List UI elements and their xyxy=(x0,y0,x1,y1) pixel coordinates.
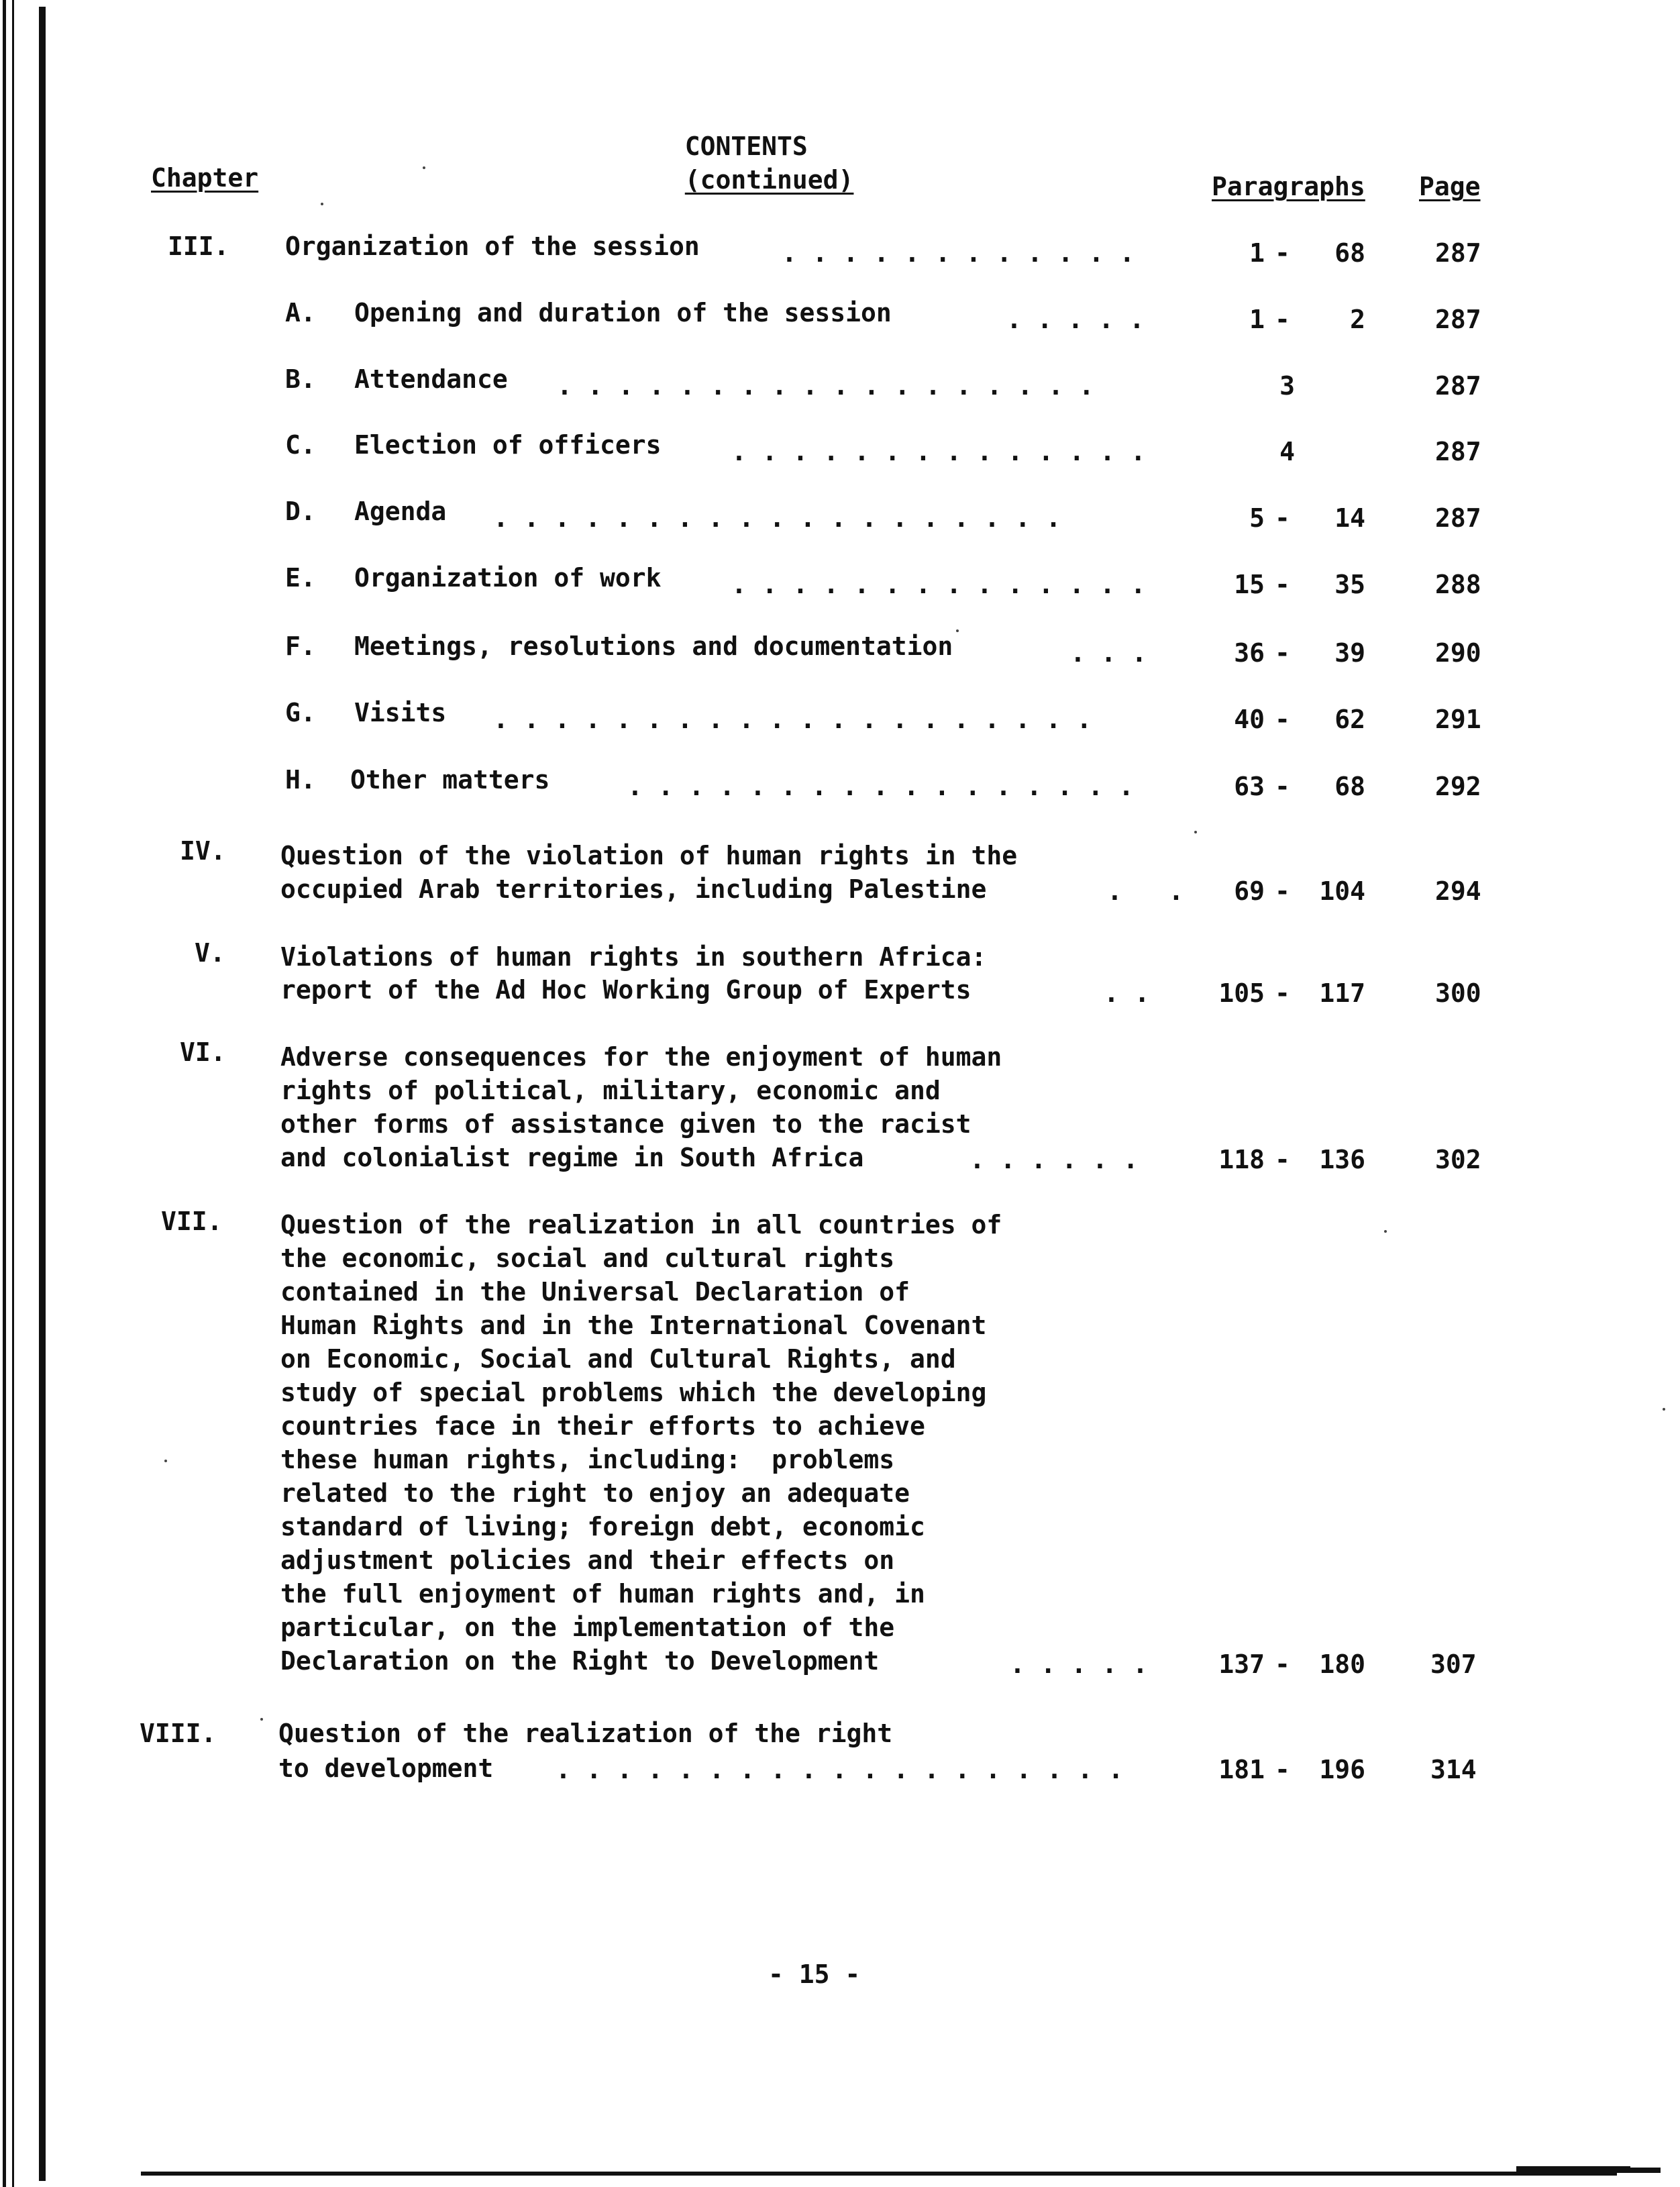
page-number: 287 xyxy=(1435,305,1481,334)
page-number: 307 xyxy=(1430,1649,1477,1679)
chapter-number: V. xyxy=(195,938,225,968)
paragraph-from: 36 xyxy=(1234,638,1265,668)
scan-speck xyxy=(260,1718,263,1721)
entry-title-line: occupied Arab territories, including Palestine xyxy=(280,874,987,904)
chapter-number: VIII. xyxy=(140,1719,217,1748)
paragraph-to: 136 xyxy=(1319,1145,1365,1174)
dot-leader: . . . . . . . . . . . . . . . . . . xyxy=(557,371,1094,401)
scan-speck xyxy=(956,629,959,632)
paragraph-from: 1 xyxy=(1249,238,1265,268)
entry-title: Visits xyxy=(354,698,447,727)
entry-title-line: rights of political, military, economic and xyxy=(280,1076,941,1105)
entry-title: Opening and duration of the session xyxy=(354,298,892,327)
page-number: 287 xyxy=(1435,437,1481,466)
section-letter: C. xyxy=(285,430,316,460)
scan-speck xyxy=(423,166,425,169)
paragraph-dash: - xyxy=(1275,876,1290,906)
page-number: 300 xyxy=(1435,978,1481,1008)
entry-title: Election of officers xyxy=(354,430,662,460)
chapter-number: VII. xyxy=(161,1207,223,1236)
page-number: 302 xyxy=(1435,1145,1481,1174)
entry-title-line: adjustment policies and their effects on xyxy=(280,1545,895,1575)
paragraph-to: 117 xyxy=(1319,978,1365,1008)
paragraph-to: 2 xyxy=(1350,305,1365,334)
paragraph-dash: - xyxy=(1275,503,1290,533)
entry-title-line: study of special problems which the developing xyxy=(280,1378,987,1407)
paragraph-dash: - xyxy=(1275,705,1290,734)
entry-title-line: contained in the Universal Declaration of xyxy=(280,1277,910,1307)
dot-leader: . . . . . . . . . . . . . . . . . . . . xyxy=(493,705,1092,734)
paragraph-from: 137 xyxy=(1218,1649,1265,1679)
dot-leader: . . . . . . . . . . . . . . xyxy=(731,570,1146,599)
entry-title-line: on Economic, Social and Cultural Rights, and xyxy=(280,1344,956,1374)
paragraph-from: 5 xyxy=(1249,503,1265,533)
section-letter: D. xyxy=(285,497,316,526)
entry-title-line: Question of the realization of the right xyxy=(278,1719,893,1748)
entry-title-line: related to the right to enjoy an adequate xyxy=(280,1478,910,1508)
column-header-chapter: Chapter xyxy=(151,163,259,193)
scan-speck xyxy=(1194,831,1197,833)
entry-title-line: the economic, social and cultural rights xyxy=(280,1243,895,1273)
paragraph-to: 68 xyxy=(1334,238,1365,268)
scan-speck xyxy=(321,203,323,205)
dot-leader: . . . . . . . . . . . . . . . . . . . xyxy=(493,503,1061,533)
dot-leader: . . . . . xyxy=(1006,305,1145,334)
paragraph-dash: - xyxy=(1275,978,1290,1008)
entry-title-line: Violations of human rights in southern Africa: xyxy=(280,942,987,972)
section-letter: G. xyxy=(285,698,316,727)
bottom-rule xyxy=(141,2172,1617,2176)
dot-leader: . . . . . . xyxy=(969,1145,1139,1174)
entry-title-line: report of the Ad Hoc Working Group of Experts xyxy=(280,975,972,1005)
entry-title-line: particular, on the implementation of the xyxy=(280,1613,895,1642)
section-letter: H. xyxy=(285,765,316,795)
column-header-paragraphs: Paragraphs xyxy=(1212,172,1365,201)
scan-speck xyxy=(1663,1408,1665,1411)
section-letter: A. xyxy=(285,298,316,327)
paragraph-to: 39 xyxy=(1334,638,1365,668)
column-header-page: Page xyxy=(1419,172,1481,201)
paragraph-from: 1 xyxy=(1249,305,1265,334)
paragraph-from: 181 xyxy=(1218,1755,1265,1784)
entry-title: Agenda xyxy=(354,497,447,526)
page-number: 287 xyxy=(1435,238,1481,268)
dot-leader: . . . . . . . . . . . . xyxy=(782,238,1135,268)
paragraph-from: 63 xyxy=(1234,772,1265,801)
paragraph-from: 40 xyxy=(1234,705,1265,734)
entry-title-line: countries face in their efforts to achieve xyxy=(280,1411,925,1441)
paragraph-from: 105 xyxy=(1218,978,1265,1008)
paragraph-from: 69 xyxy=(1234,876,1265,906)
entry-title-line: to development xyxy=(278,1753,494,1783)
entry-title-line: other forms of assistance given to the racist xyxy=(280,1109,972,1139)
entry-title-line: the full enjoyment of human rights and, in xyxy=(280,1579,925,1609)
page-number: 294 xyxy=(1435,876,1481,906)
paragraph-dash: - xyxy=(1275,1755,1290,1784)
entry-title-line: Human Rights and in the International Covenant xyxy=(280,1311,987,1340)
entry-title-line: these human rights, including: problems xyxy=(280,1445,895,1474)
paragraph-to: 104 xyxy=(1319,876,1365,906)
paragraph-to: 14 xyxy=(1334,503,1365,533)
bottom-mark-3 xyxy=(1607,2168,1661,2173)
section-letter: E. xyxy=(285,563,316,593)
entry-title-line: Declaration on the Right to Development xyxy=(280,1646,880,1676)
page-number: 314 xyxy=(1430,1755,1477,1784)
entry-title: Meetings, resolutions and documentation xyxy=(354,631,953,661)
paragraph-dash: - xyxy=(1275,772,1290,801)
dot-leader: . . xyxy=(1107,876,1184,906)
paragraph-dash: - xyxy=(1275,1649,1290,1679)
chapter-number: IV. xyxy=(180,836,226,866)
entry-title: Organization of work xyxy=(354,563,662,593)
paragraph-number: 4 xyxy=(1279,437,1295,466)
entry-title: Other matters xyxy=(350,765,550,795)
page-number: 291 xyxy=(1435,705,1481,734)
chapter-number: VI. xyxy=(180,1037,226,1067)
entry-title-line: Question of the violation of human rights in the xyxy=(280,841,1018,870)
paragraph-from: 15 xyxy=(1234,570,1265,599)
entry-title-line: and colonialist regime in South Africa xyxy=(280,1143,864,1172)
bottom-mark-2 xyxy=(1530,2168,1593,2172)
paragraph-to: 62 xyxy=(1334,705,1365,734)
page-number: 292 xyxy=(1435,772,1481,801)
paragraph-number: 3 xyxy=(1279,371,1295,401)
paragraph-dash: - xyxy=(1275,570,1290,599)
entry-title: Organization of the session xyxy=(285,232,700,261)
paragraph-from: 118 xyxy=(1218,1145,1265,1174)
dot-leader: . . . . . . . . . . . . . . . . . xyxy=(627,772,1134,801)
heading-title: CONTENTS xyxy=(684,132,808,161)
scan-speck xyxy=(1384,1230,1387,1233)
entry-title-line: Adverse consequences for the enjoyment of human xyxy=(280,1042,1002,1072)
section-letter: F. xyxy=(285,631,316,661)
heading-continued: (continued) xyxy=(684,165,854,195)
page-heading xyxy=(654,96,853,197)
page-number: 287 xyxy=(1435,503,1481,533)
paragraph-to: 35 xyxy=(1334,570,1365,599)
entry-title-line: Question of the realization in all countries of xyxy=(280,1210,1002,1239)
chapter-number: III. xyxy=(168,232,229,261)
paragraph-to: 196 xyxy=(1319,1755,1365,1784)
paragraph-dash: - xyxy=(1275,238,1290,268)
dot-leader: . . . . . xyxy=(1010,1649,1148,1679)
dot-leader: . . . . . . . . . . . . . . xyxy=(731,437,1146,466)
dot-leader: . . . . . . . . . . . . . . . . . . . xyxy=(556,1755,1124,1784)
paragraph-dash: - xyxy=(1275,638,1290,668)
section-letter: B. xyxy=(285,364,316,394)
page-number: 290 xyxy=(1435,638,1481,668)
scan-speck xyxy=(164,1460,167,1462)
paragraph-dash: - xyxy=(1275,1145,1290,1174)
dot-leader: . . . xyxy=(1070,638,1147,668)
binding-edge xyxy=(0,0,54,2187)
dot-leader: . . xyxy=(1104,978,1150,1008)
paragraph-to: 68 xyxy=(1334,772,1365,801)
entry-title: Attendance xyxy=(354,364,508,394)
footer-page-number: - 15 - xyxy=(768,1960,861,1989)
entry-title-line: standard of living; foreign debt, economic xyxy=(280,1512,925,1541)
page-number: 287 xyxy=(1435,371,1481,401)
paragraph-to: 180 xyxy=(1319,1649,1365,1679)
page-number: 288 xyxy=(1435,570,1481,599)
paragraph-dash: - xyxy=(1275,305,1290,334)
